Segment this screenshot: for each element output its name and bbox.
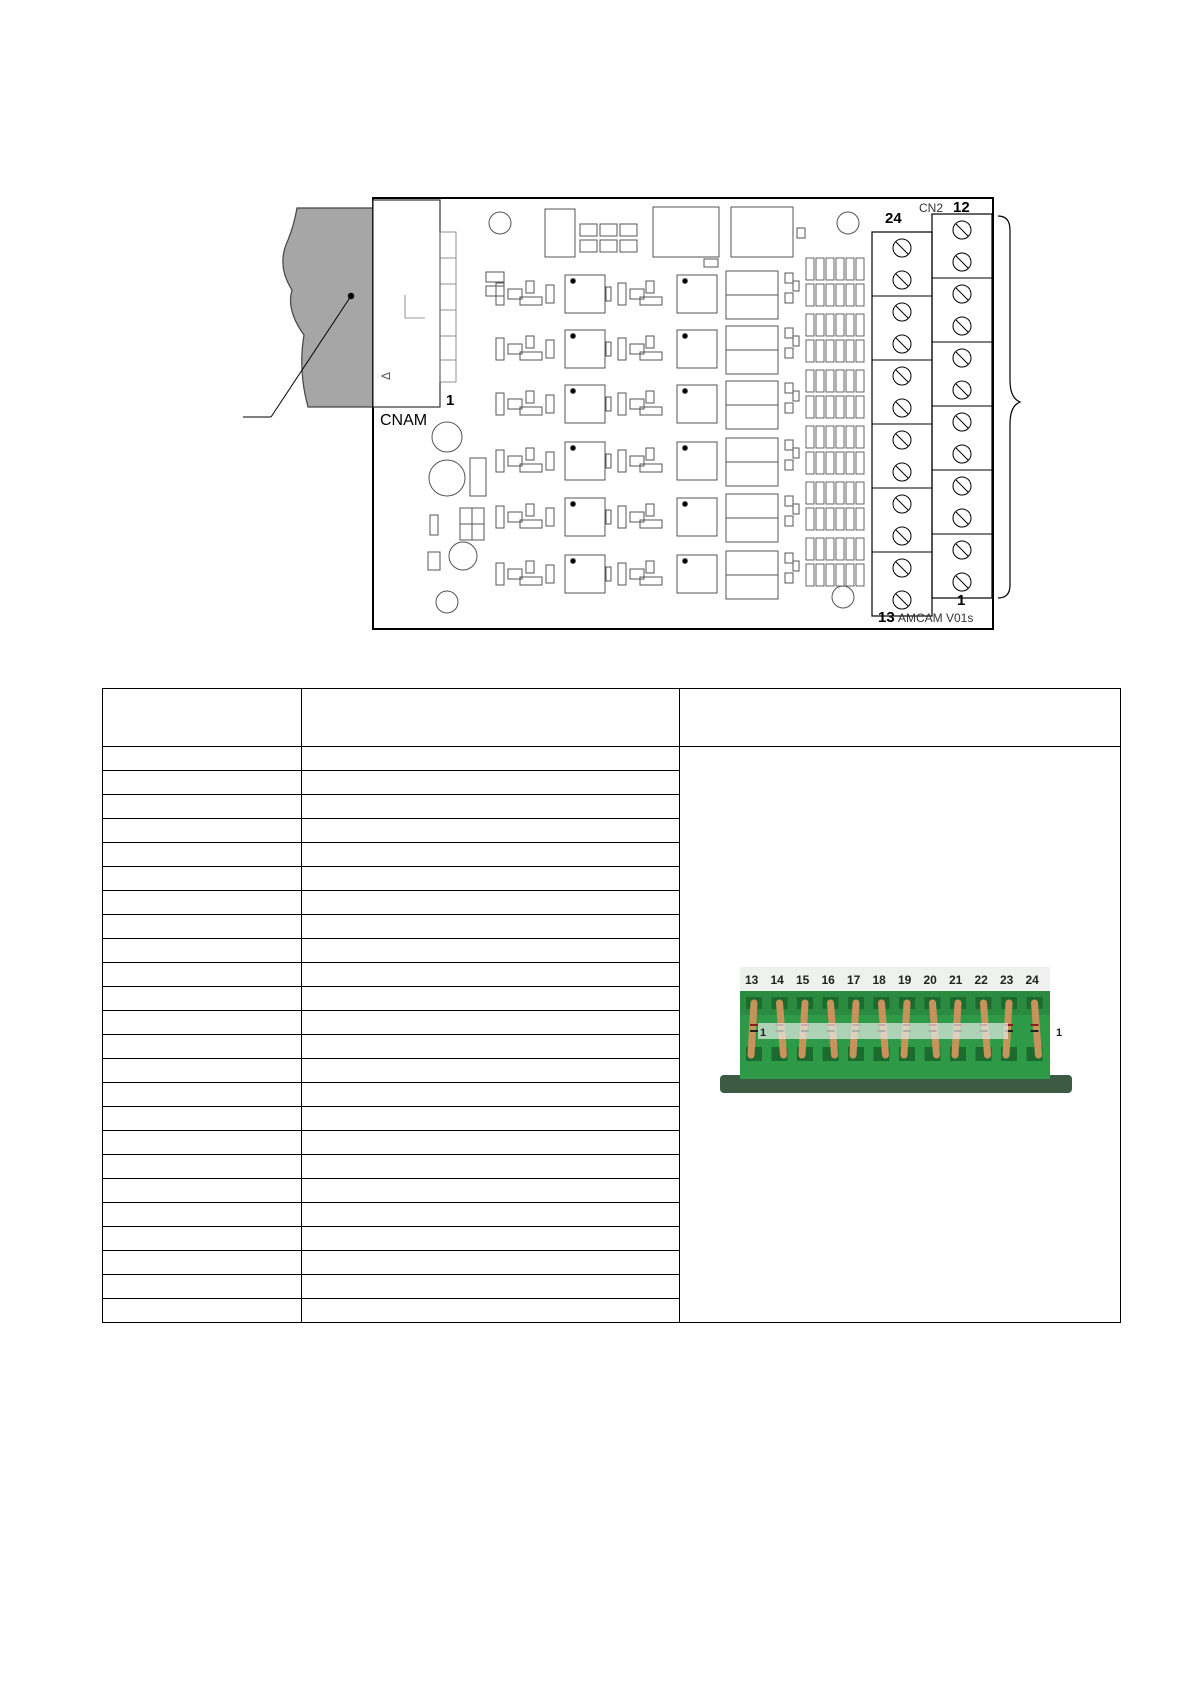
header-cell: [103, 689, 302, 747]
table-cell: [302, 987, 680, 1011]
photo-lower-label-strip: [758, 1023, 1008, 1039]
pcb-layout-diagram: [0, 0, 1190, 640]
photo-terminal-number: 19: [898, 973, 912, 987]
table-cell: [302, 1107, 680, 1131]
connector-pin-label: 1: [446, 392, 455, 409]
table-cell: [302, 771, 680, 795]
table-cell: [302, 1275, 680, 1299]
table-cell: [302, 1155, 680, 1179]
curly-brace: [998, 216, 1020, 598]
table-cell: [103, 1011, 302, 1035]
table-cell: [103, 963, 302, 987]
table-cell: [103, 795, 302, 819]
table-cell: [302, 1299, 680, 1323]
table-cell: [302, 1035, 680, 1059]
table-cell: [103, 1179, 302, 1203]
table-cell: [103, 1059, 302, 1083]
table-cell: [302, 819, 680, 843]
table-cell: [103, 1227, 302, 1251]
photo-lower-label: 1: [1056, 1027, 1063, 1039]
photo-terminal-number: 13: [745, 973, 759, 987]
table-cell: [302, 939, 680, 963]
header-cell: [680, 689, 1121, 747]
table-cell: [302, 1059, 680, 1083]
connector-arrow: Δ: [379, 371, 393, 380]
table-cell: [103, 1155, 302, 1179]
terminal-label-13: 13: [878, 609, 895, 626]
table-cell: [103, 1251, 302, 1275]
table-cell: [103, 1203, 302, 1227]
terminal-label-1: 1: [957, 592, 966, 609]
header-cell: [302, 689, 680, 747]
table-cell: [103, 1035, 302, 1059]
board-marking: AMCAM V01s: [898, 611, 974, 625]
connector-label: CNAM: [380, 412, 428, 429]
table-cell: [103, 939, 302, 963]
terminal-block-photo: [720, 967, 1080, 1102]
table-cell: [302, 843, 680, 867]
table-cell: [302, 1251, 680, 1275]
table-cell: [302, 1011, 680, 1035]
table-cell: [302, 1227, 680, 1251]
photo-terminal-number: 18: [872, 973, 886, 987]
photo-terminal-number: 20: [923, 973, 937, 987]
terminal-label-12: 12: [953, 199, 970, 216]
photo-lower-label: 1: [760, 1027, 767, 1039]
cable-bundle: [283, 208, 373, 407]
photo-terminal-number: 22: [974, 973, 988, 987]
photo-terminal-number: 16: [821, 973, 835, 987]
photo-terminal-number: 24: [1025, 973, 1039, 987]
photo-terminal-number: 23: [1000, 973, 1014, 987]
spec-table: [102, 688, 1121, 1323]
table-cell: [302, 1179, 680, 1203]
table-cell: [302, 795, 680, 819]
table-cell: [103, 819, 302, 843]
table-cell: [103, 747, 302, 771]
terminal-label-24: 24: [885, 210, 902, 227]
photo-resistor: [1035, 1003, 1039, 1055]
table-header-row: [103, 689, 1121, 747]
photo-terminal-number: 14: [770, 973, 784, 987]
table-cell: [302, 1131, 680, 1155]
table-cell: [103, 1299, 302, 1323]
table-cell: [302, 1203, 680, 1227]
table-cell: [103, 1083, 302, 1107]
table-cell: [103, 891, 302, 915]
table-cell: [103, 867, 302, 891]
table-cell: [302, 963, 680, 987]
photo-terminal-number: 17: [847, 973, 861, 987]
photo-terminal-number: 15: [796, 973, 810, 987]
table-cell: [302, 747, 680, 771]
table-cell: [302, 891, 680, 915]
photo-resistor: [751, 1003, 754, 1055]
table-row: [103, 747, 1121, 771]
table-cell: [103, 987, 302, 1011]
terminal-photo-cell: [680, 747, 1121, 1323]
table-cell: [103, 843, 302, 867]
photo-terminal-number: 21: [949, 973, 963, 987]
table-cell: [103, 771, 302, 795]
table-cell: [302, 915, 680, 939]
table-cell: [302, 1083, 680, 1107]
table-cell: [103, 1107, 302, 1131]
table-cell: [103, 915, 302, 939]
table-cell: [103, 1131, 302, 1155]
table-cell: [302, 867, 680, 891]
table-cell: [103, 1275, 302, 1299]
terminal-header-label: CN2: [919, 201, 944, 215]
